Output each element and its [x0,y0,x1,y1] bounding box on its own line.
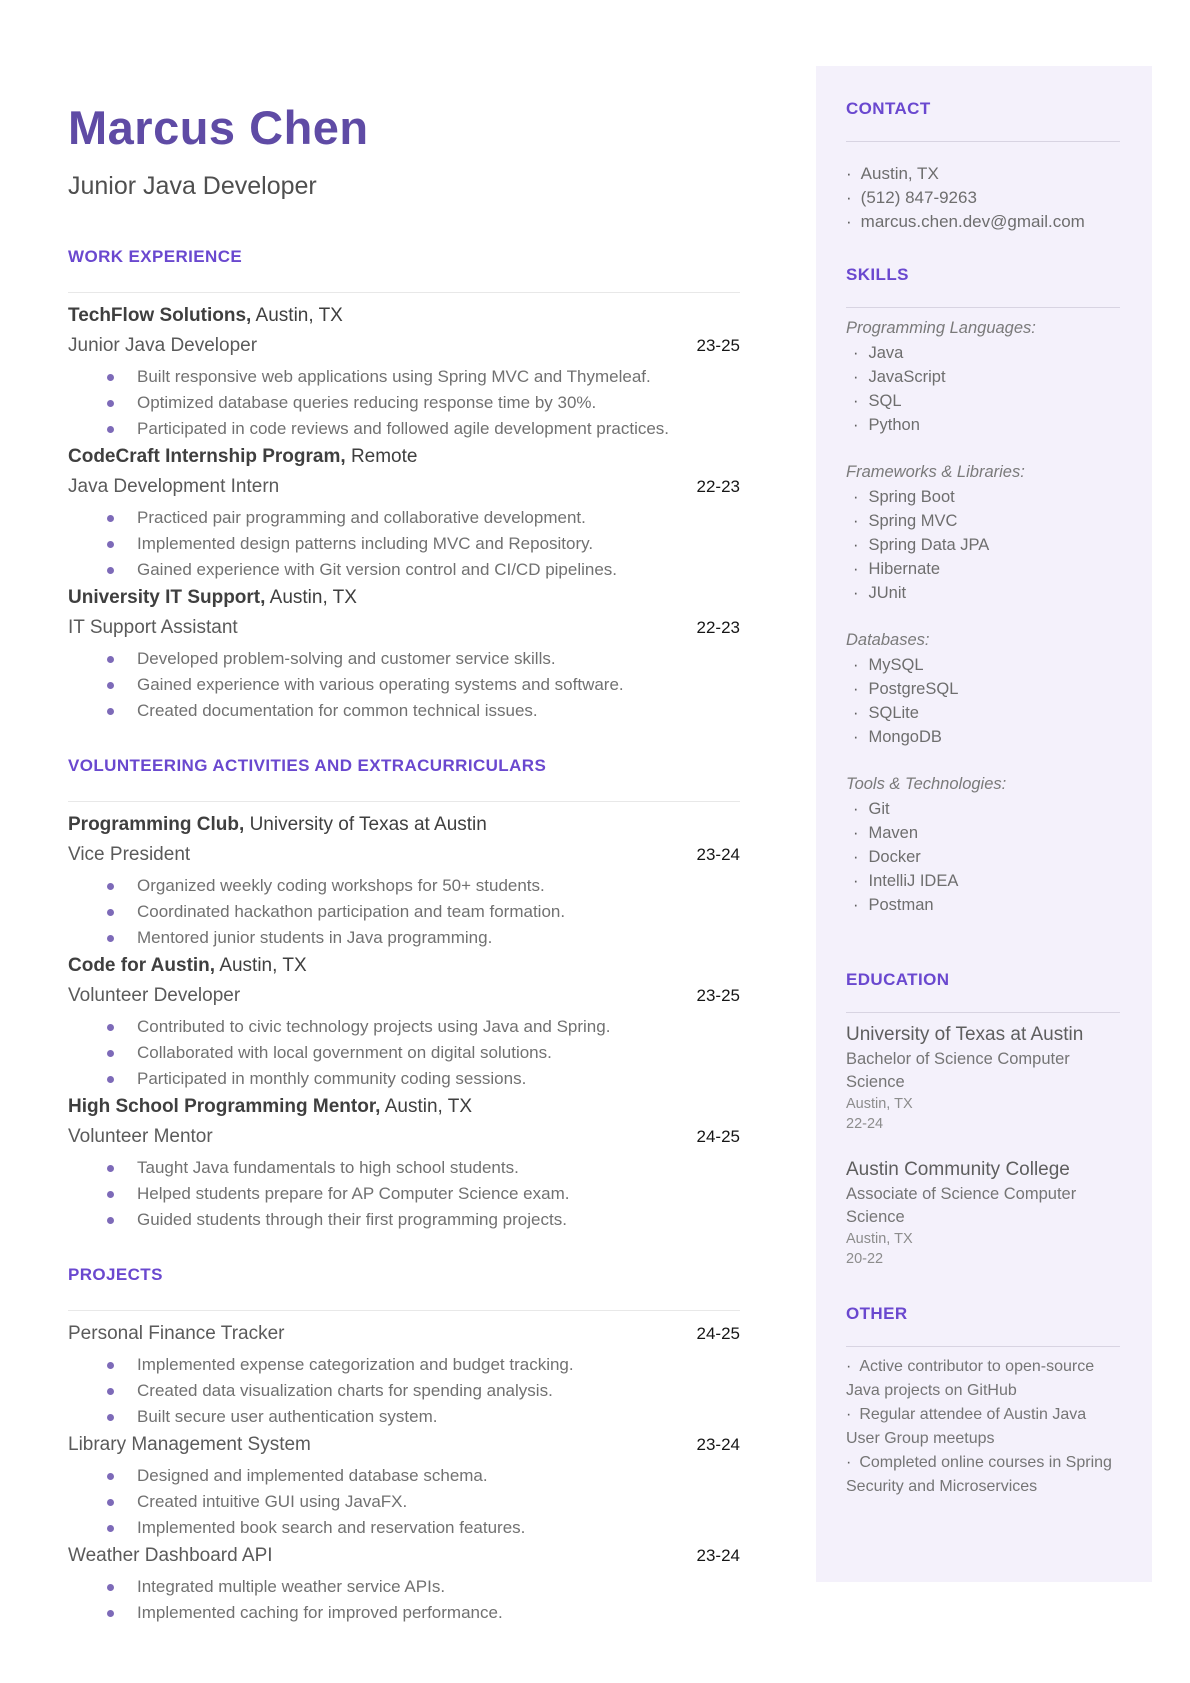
other-item: · Completed online courses in Spring Security and Microservices [846,1451,1120,1499]
bullet-item: Coordinated hackathon participation and team formation. [68,899,740,925]
skill-item: · JUnit [853,581,1120,605]
bullet-item: Gained experience with various operating systems and software. [68,672,740,698]
other-heading: OTHER [846,1304,908,1323]
experience-entry [68,301,740,442]
entry-location: Austin, TX [269,587,357,608]
project-dates: 23-24 [696,1546,740,1565]
skill-item: · Spring Boot [853,485,1120,509]
school-location: Austin, TX [846,1096,913,1112]
education-school [846,1022,1120,1134]
skills-heading: SKILLS [846,265,909,284]
bullet-item: Implemented book search and reservation features. [68,1515,740,1541]
entry-location: Austin, TX [255,305,343,326]
entry-role: Volunteer Developer [68,985,241,1006]
experience-entry [68,810,740,951]
school-location: Austin, TX [846,1231,913,1247]
school-years: 22-24 [846,1116,884,1132]
project-dates: 23-24 [696,1435,740,1454]
sidebar-education-section [846,969,1120,1269]
entry-location: University of Texas at Austin [249,814,487,835]
entry-organization: CodeCraft Internship Program, [68,446,346,467]
contact-item: · (512) 847-9263 [846,186,1120,210]
education-heading: EDUCATION [846,970,950,989]
project-entry [68,1541,740,1626]
bullet-item: Designed and implemented database schema. [68,1463,740,1489]
sidebar-divider [846,1346,1120,1347]
project-entry [68,1430,740,1541]
other-item: · Regular attendee of Austin Java User Group meetups [846,1403,1120,1451]
education-schools [846,1022,1120,1269]
contact-item: · Austin, TX [846,162,1120,186]
skill-group [846,461,1120,605]
skill-item: · Spring MVC [853,509,1120,533]
entry-dates: 22-23 [696,477,740,496]
entry-bullet-list [68,1014,740,1092]
skill-groups [846,317,1120,917]
skill-item: · SQL [853,389,1120,413]
bullet-item: Implemented expense categorization and budget tracking. [68,1352,740,1378]
skill-list [846,797,1120,917]
skill-group-label: Frameworks & Libraries: [846,463,1025,481]
bullet-item: Optimized database queries reducing response time by 30%. [68,390,740,416]
entry-org-row [68,583,740,613]
bullet-item: Practiced pair programming and collaborative development. [68,505,740,531]
entry-role-row [68,331,740,361]
entry-bullet-list [68,505,740,583]
entry-role: Vice President [68,844,191,865]
project-title-row [68,1319,740,1349]
school-name: University of Texas at Austin [846,1024,1084,1045]
entry-role-row [68,840,740,870]
work-experience-entries [68,301,740,724]
bullet-item: Gained experience with Git version control and CI/CD pipelines. [68,557,740,583]
entry-bullet-list [68,364,740,442]
project-title-row [68,1541,740,1571]
project-title: Weather Dashboard API [68,1545,273,1566]
sidebar-contact-section [846,98,1120,234]
skill-item: · Maven [853,821,1120,845]
section-heading-volunteering: VOLUNTEERING ACTIVITIES AND EXTRACURRICULARS [68,756,547,775]
section-divider [68,1310,740,1311]
contact-heading: CONTACT [846,99,931,118]
skill-item: · SQLite [853,701,1120,725]
skill-item: · MongoDB [853,725,1120,749]
entry-location: Austin, TX [384,1096,473,1117]
bullet-item: Created data visualization charts for spending analysis. [68,1378,740,1404]
person-job-title: Junior Java Developer [68,172,317,200]
experience-entry [68,951,740,1092]
skill-item: · Python [853,413,1120,437]
skill-item: · Git [853,797,1120,821]
bullet-item: Taught Java fundamentals to high school students. [68,1155,740,1181]
project-bullet-list [68,1574,740,1626]
experience-entry [68,442,740,583]
entry-org-row [68,810,740,840]
project-title: Personal Finance Tracker [68,1323,285,1344]
bullet-item: Guided students through their first programming projects. [68,1207,740,1233]
skill-group-label: Databases: [846,631,930,649]
entry-organization: Programming Club, [68,814,245,835]
skill-item: · Postman [853,893,1120,917]
project-dates: 24-25 [696,1324,740,1343]
experience-entry [68,1092,740,1233]
skill-group-label: Tools & Technologies: [846,775,1007,793]
entry-role-row [68,613,740,643]
entry-organization: TechFlow Solutions, [68,305,252,326]
entry-role: Java Development Intern [68,476,280,497]
bullet-item: Created documentation for common technical issues. [68,698,740,724]
entry-bullet-list [68,1155,740,1233]
contact-list [846,162,1120,234]
section-divider [68,801,740,802]
project-bullet-list [68,1463,740,1541]
project-entries [68,1319,740,1626]
other-item: · Active contributor to open-source Java projects on GitHub [846,1355,1120,1403]
skill-group [846,317,1120,437]
skill-item: · JavaScript [853,365,1120,389]
entry-org-row [68,442,740,472]
skill-list [846,341,1120,437]
sidebar-skills-section [846,264,1120,917]
entry-organization: University IT Support, [68,587,266,608]
bullet-item: Created intuitive GUI using JavaFX. [68,1489,740,1515]
experience-entry [68,583,740,724]
school-name: Austin Community College [846,1159,1070,1180]
person-name: Marcus Chen [68,101,369,154]
skill-group-label: Programming Languages: [846,319,1036,337]
entry-org-row [68,951,740,981]
sidebar-other-section [846,1303,1120,1499]
entry-org-row [68,1092,740,1122]
entry-organization: High School Programming Mentor, [68,1096,381,1117]
skill-item: · Spring Data JPA [853,533,1120,557]
school-years: 20-22 [846,1251,884,1267]
skill-item: · PostgreSQL [853,677,1120,701]
skill-item: · MySQL [853,653,1120,677]
bullet-item: Developed problem-solving and customer service skills. [68,646,740,672]
volunteering-entries [68,810,740,1233]
entry-organization: Code for Austin, [68,955,216,976]
entry-role-row [68,472,740,502]
skill-item: · Hibernate [853,557,1120,581]
section-divider [68,292,740,293]
project-entry [68,1319,740,1430]
bullet-item: Mentored junior students in Java programming. [68,925,740,951]
sidebar-divider [846,307,1120,308]
skill-item: · Java [853,341,1120,365]
entry-dates: 22-23 [696,618,740,637]
bullet-item: Implemented design patterns including MVC and Repository. [68,531,740,557]
entry-role: Junior Java Developer [68,335,258,356]
skill-group [846,629,1120,749]
entry-dates: 23-24 [696,845,740,864]
main-column [68,0,740,1626]
entry-location: Remote [350,446,418,467]
sidebar [816,66,1152,1582]
bullet-item: Helped students prepare for AP Computer Science exam. [68,1181,740,1207]
section-heading-projects: PROJECTS [68,1265,163,1284]
education-school [846,1157,1120,1269]
entry-org-row [68,301,740,331]
project-title-row [68,1430,740,1460]
bullet-item: Built secure user authentication system. [68,1404,740,1430]
entry-bullet-list [68,873,740,951]
bullet-item: Contributed to civic technology projects using Java and Spring. [68,1014,740,1040]
sidebar-divider [846,1012,1120,1013]
entry-dates: 23-25 [696,986,740,1005]
skill-list [846,485,1120,605]
skill-group [846,773,1120,917]
entry-dates: 24-25 [696,1127,740,1146]
bullet-item: Built responsive web applications using Spring MVC and Thymeleaf. [68,364,740,390]
school-degree: Bachelor of Science Computer Science [846,1050,1070,1091]
entry-role: Volunteer Mentor [68,1126,213,1147]
bullet-item: Integrated multiple weather service APIs. [68,1574,740,1600]
entry-role-row [68,981,740,1011]
skill-list [846,653,1120,749]
bullet-item: Collaborated with local government on digital solutions. [68,1040,740,1066]
entry-dates: 23-25 [696,336,740,355]
bullet-item: Participated in code reviews and followed agile development practices. [68,416,740,442]
entry-bullet-list [68,646,740,724]
bullet-item: Organized weekly coding workshops for 50+ students. [68,873,740,899]
skill-item: · IntelliJ IDEA [853,869,1120,893]
project-title: Library Management System [68,1434,311,1455]
section-heading-work-experience: WORK EXPERIENCE [68,247,243,266]
project-bullet-list [68,1352,740,1430]
entry-location: Austin, TX [219,955,307,976]
skill-item: · Docker [853,845,1120,869]
contact-item: · marcus.chen.dev@gmail.com [846,210,1120,234]
other-list [846,1355,1120,1499]
sidebar-divider [846,141,1120,142]
bullet-item: Participated in monthly community coding sessions. [68,1066,740,1092]
entry-role-row [68,1122,740,1152]
entry-role: IT Support Assistant [68,617,238,638]
bullet-item: Implemented caching for improved performance. [68,1600,740,1626]
school-degree: Associate of Science Computer Science [846,1185,1077,1226]
